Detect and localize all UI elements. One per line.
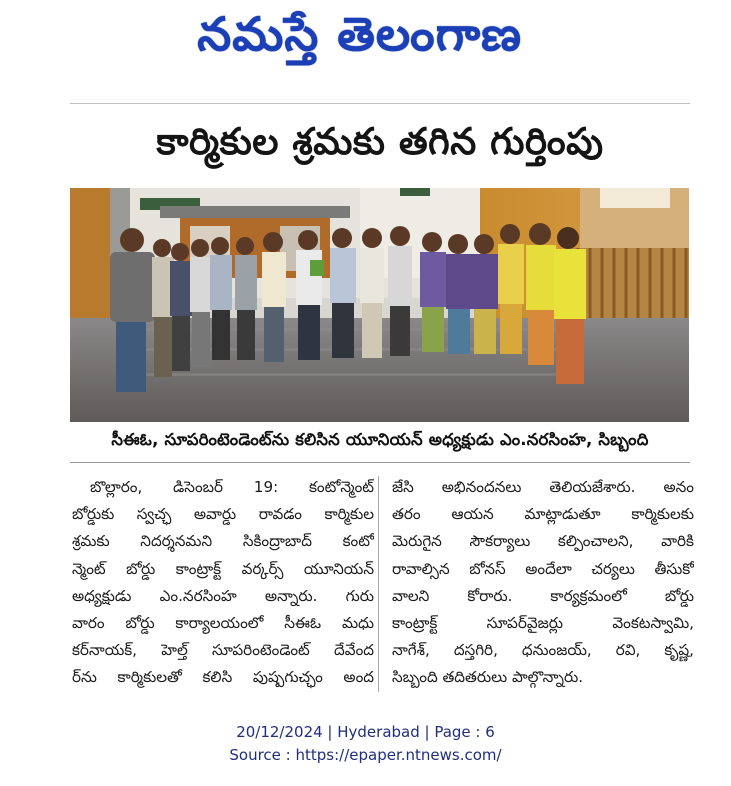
- article-line: జేసి అభినందనలు తెలియజేశారు. అనం: [392, 478, 694, 496]
- newspaper-masthead: [150, 8, 570, 72]
- article-line: రావాల్సిన బోనస్ అందేలా చర్యలు తీసుకో: [392, 559, 694, 578]
- masthead-title: నమస్తే తెలంగాణ: [197, 7, 523, 61]
- article-line: వాలని కోరారు. కార్యక్రమంలో బోర్డు: [392, 586, 694, 605]
- caption-divider: [70, 462, 690, 463]
- footer-dateline: 20/12/2024 | Hyderabad | Page : 6: [236, 723, 495, 741]
- footer-source-link[interactable]: Source : https://epaper.ntnews.com/: [229, 746, 502, 764]
- article-line: ర్‌ను కార్మికులతో కలిసి పుష్పగుచ్ఛం అంద: [72, 668, 374, 687]
- article-line: నాగేశ్, దస్తగిరి, ధనుంజయ్, రవి, కృష్ణ,: [392, 641, 694, 660]
- column-divider: [378, 476, 379, 692]
- article-line: బొల్లారం, డిసెంబర్ 19: కంటోన్మెంట్: [90, 478, 374, 496]
- article-line: కర్‌నాయక్, హెల్త్ సూపరింటెండెంట్ దేవేంద: [72, 641, 374, 660]
- article-line: శ్రమకు నిదర్శనమని సికింద్రాబాద్ కంటో: [72, 532, 374, 551]
- article-line: కాంట్రాక్ట్ సూపర్‌వైజర్లు వెంకటస్వామి,: [392, 613, 694, 632]
- masthead-divider: [70, 103, 690, 104]
- article-line: తరం ఆయన మాట్లాడుతూ కార్మికులకు: [392, 505, 694, 524]
- group-photo-illustration: [70, 188, 689, 422]
- article-photo: [70, 188, 689, 422]
- photo-caption: [70, 426, 690, 456]
- article-line: మెరుగైన సౌకర్యాలు కల్పించాలని, వారికి: [392, 532, 694, 551]
- article-column-right: [392, 474, 694, 692]
- headline-text: కార్మికుల శ్రమకు తగిన గుర్తింపు: [156, 120, 604, 163]
- article-line: న్మెంట్ బోర్డు కాంట్రాక్ట్ వర్కర్స్ యూనియన్: [72, 559, 374, 578]
- article-line: అధ్యక్షుడు ఎం.నరసింహ అన్నారు. గురు: [72, 586, 374, 605]
- article-line: సిబ్బంది తదితరులు పాల్గొన్నారు.: [392, 668, 584, 687]
- article-column-left: [72, 474, 374, 692]
- caption-text: సీఈఓ, సూపరింటెండెంట్‌ను కలిసిన యూనియన్ అధ్యక్షుడు ఎం.నరసింహ, సిబ్బంది: [111, 429, 649, 449]
- article-line: వారం బోర్డు కార్యాలయంలో సీఈఓ మధు: [72, 613, 374, 632]
- article-line: బోర్డుకు స్వచ్ఛ అవార్డు రావడం కార్మికుల: [72, 505, 374, 524]
- article-headline: [70, 116, 690, 176]
